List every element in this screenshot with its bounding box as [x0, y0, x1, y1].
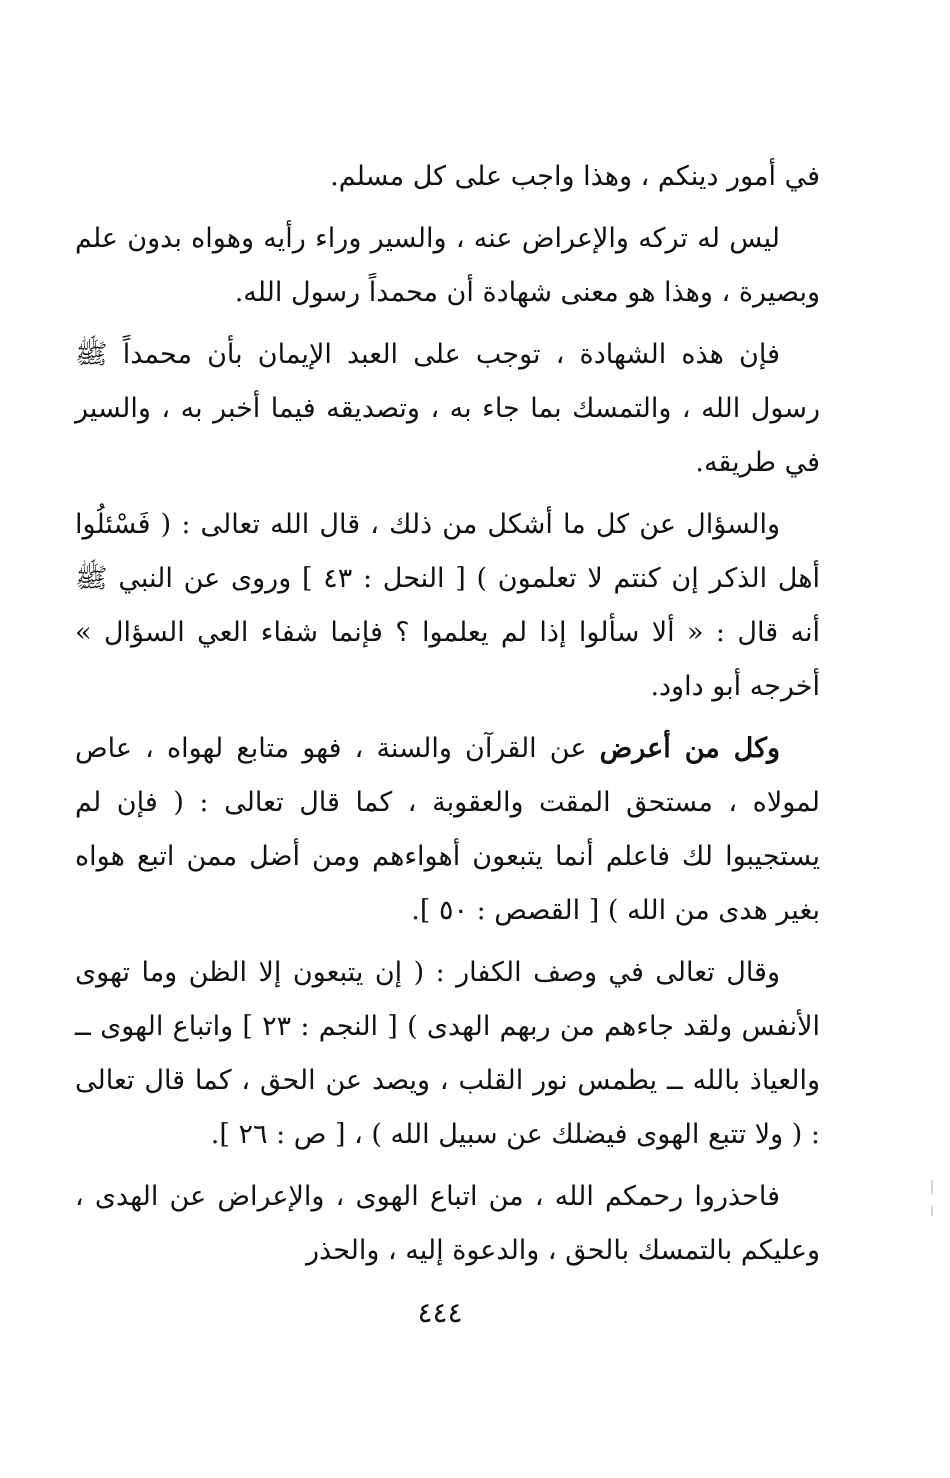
text-segment: والسؤال عن كل ما أشكل من ذلك ، قال الله تعالى : ( فَسْئلُوا أهل الذكر إن كنتم لا تعلمون ) [ النحل : ٤٣ ] وروى عن النبي ﷺ أنه قال : « ألا سألوا إذا لم يعلموا ؟ فإنما شفاء العي السؤال » أخرجه أبو داود. — [75, 509, 820, 702]
text-segment: ليس له تركه والإعراض عنه ، والسير وراء رأيه وهواه بدون علم وبصيرة ، وهذا هو معنى شهادة أن محمداً رسول الله. — [75, 223, 820, 308]
paragraph — [75, 1170, 820, 1278]
page-number: ٤٤٤ — [417, 1296, 463, 1329]
paragraph — [75, 946, 820, 1162]
bold-text-segment: وكل من أعرض — [599, 733, 780, 764]
paragraph — [75, 212, 820, 320]
text-segment: في أمور دينكم ، وهذا واجب على كل مسلم. — [330, 161, 820, 192]
scan-edge-mark — [931, 1206, 933, 1216]
text-segment: فاحذروا رحمكم الله ، من اتباع الهوى ، والإعراض عن الهدى ، وعليكم بالتمسك بالحق ، والدعوة إليه ، والحذر — [75, 1181, 820, 1266]
paragraph — [75, 722, 820, 938]
text-segment: وقال تعالى في وصف الكفار : ( إن يتبعون إلا الظن وما تهوى الأنفس ولقد جاءهم من ربهم الهدى ) [ النجم : ٢٣ ] واتباع الهوى ــ والعياذ بالله ــ يطمس نور القلب ، ويصد عن الحق ، كما قال تعالى : ( ولا تتبع الهوى فيضلك عن سبيل الله ) ، [ ص : ٢٦ ]. — [75, 957, 820, 1150]
paragraph — [75, 498, 820, 714]
text-segment: عن القرآن والسنة ، فهو متابع لهواه ، عاص لمولاه ، مستحق المقت والعقوبة ، كما قال تعالى : ( فإن لم يستجيبوا لك فاعلم أنما يتبعون أهواءهم ومن أضل ممن اتبع هواه بغير هدى من الله ) [ القصص : ٥٠ ]. — [75, 733, 820, 926]
paragraph — [75, 150, 820, 204]
text-segment: فإن هذه الشهادة ، توجب على العبد الإيمان بأن محمداً ﷺ رسول الله ، والتمسك بما جاء به ، وتصديقه فيما أخبر به ، والسير في طريقه. — [75, 339, 820, 478]
document-body — [75, 150, 820, 1286]
scan-edge-mark — [931, 1180, 933, 1194]
paragraph — [75, 328, 820, 490]
